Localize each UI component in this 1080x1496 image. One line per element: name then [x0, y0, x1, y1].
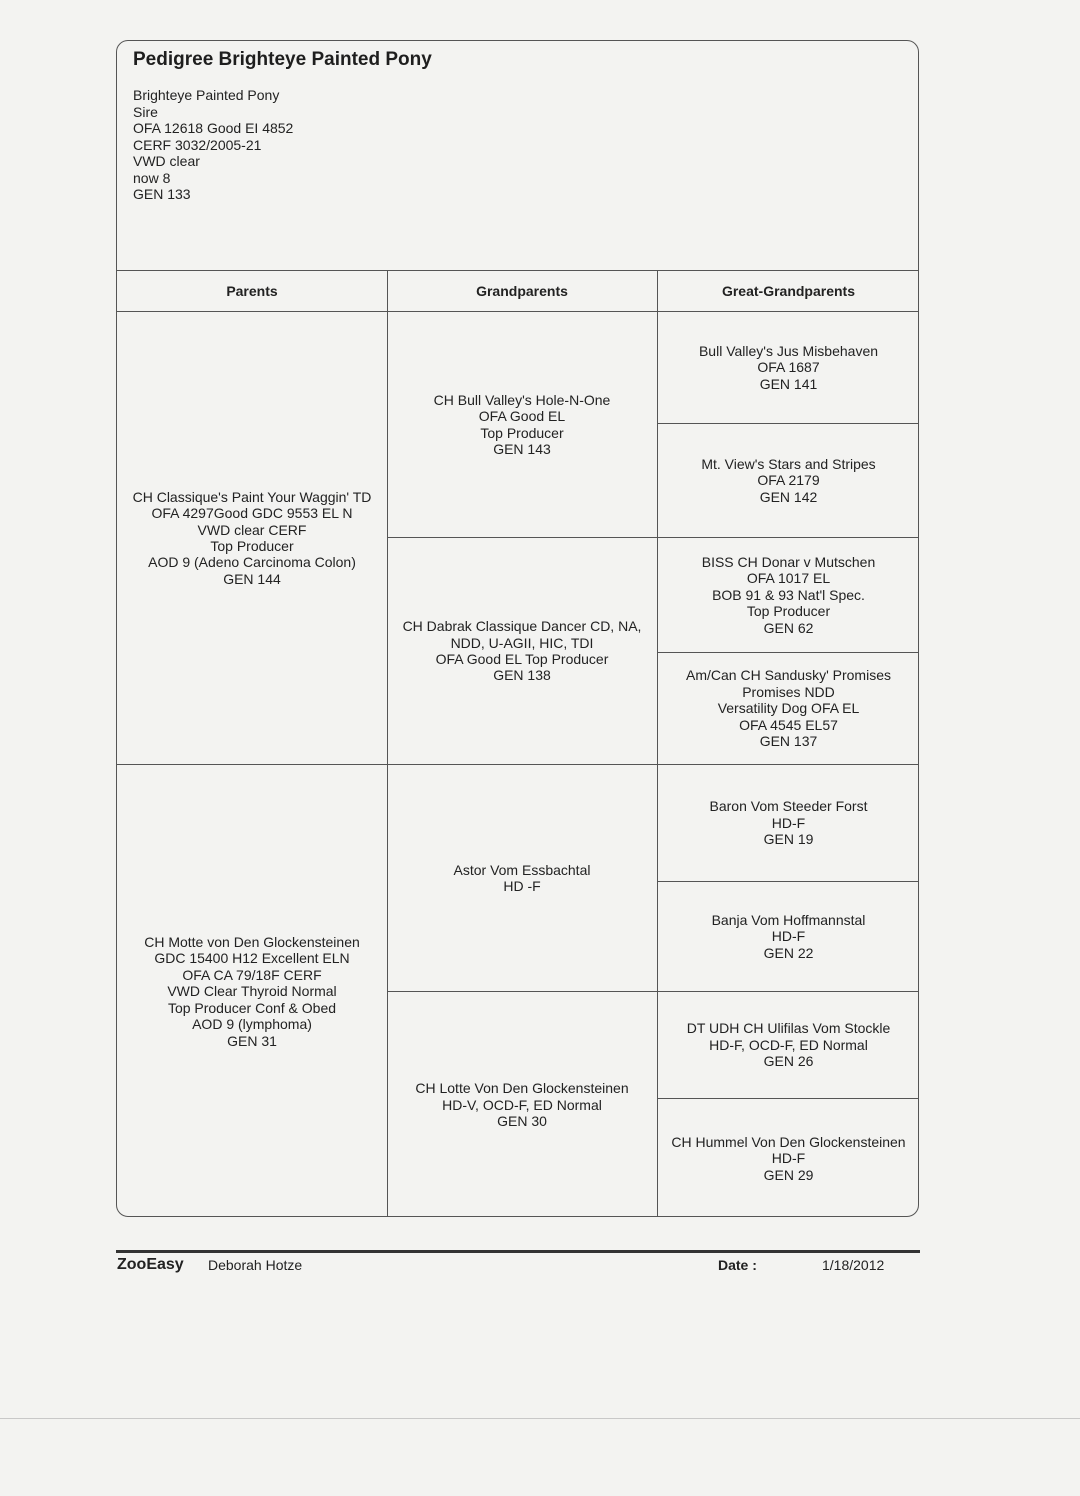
- parent-line: CH Classique's Paint Your Waggin' TD: [132, 488, 372, 505]
- great-grandparent-7: [657, 992, 919, 1098]
- great-grandparent-4: [657, 653, 919, 764]
- great-grandparent-3: [657, 538, 919, 652]
- grandparent-4: [387, 992, 657, 1217]
- grandparent-line: GEN 30: [497, 1113, 547, 1130]
- ggp-line: CH Hummel Von Den Glockensteinen: [671, 1133, 906, 1150]
- parent-line: VWD Clear Thyroid Normal: [167, 983, 337, 1000]
- grandparent-line: CH Dabrak Classique Dancer CD, NA,: [402, 618, 642, 635]
- date-value: 1/18/2012: [822, 1257, 885, 1273]
- ggp-line: OFA 4545 EL57: [739, 716, 838, 733]
- subject-vwd: VWD clear: [133, 153, 200, 169]
- ggp-line: Mt. View's Stars and Stripes: [701, 455, 876, 472]
- grandparent-3: [387, 765, 657, 991]
- date-label: Date :: [718, 1257, 757, 1273]
- scan-edge-line: [0, 1418, 1080, 1419]
- grandparent-line: OFA Good EL Top Producer: [435, 651, 609, 667]
- great-grandparent-5: [657, 765, 919, 881]
- great-grandparent-6: [657, 882, 919, 991]
- grandparent-line: HD-V, OCD-F, ED Normal: [442, 1096, 602, 1113]
- parent-dam: [117, 765, 387, 1217]
- ggp-line: OFA 1017 EL: [746, 570, 831, 587]
- subject-ofa: OFA 12618 Good EI 4852: [133, 120, 294, 136]
- brand-name: ZooEasy: [117, 1256, 184, 1273]
- ggp-line: HD-F, OCD-F, ED Normal: [709, 1036, 868, 1053]
- ggp-line: HD-F: [771, 928, 806, 945]
- grandparent-2: [387, 538, 657, 764]
- ggp-line: BOB 91 & 93 Nat'l Spec.: [712, 586, 865, 603]
- owner-name: Deborah Hotze: [208, 1257, 303, 1273]
- ggp-line: Banja Vom Hoffmannstal: [711, 911, 866, 928]
- ggp-line: HD-F: [771, 1150, 806, 1167]
- ggp-line: GEN 29: [763, 1166, 814, 1183]
- grandparent-line: CH Lotte Von Den Glockensteinen: [415, 1080, 629, 1097]
- ggp-line: Baron Vom Steeder Forst: [709, 798, 868, 815]
- ggp-line: HD-F: [771, 814, 806, 831]
- ggp-line: GEN 19: [763, 831, 814, 848]
- subject-cerf: CERF 3032/2005-21: [133, 136, 262, 153]
- ggp-line: OFA 1687: [757, 359, 820, 376]
- ggp-line: GEN 142: [759, 488, 818, 505]
- parent-line: GEN 144: [223, 570, 281, 587]
- subject-age: now 8: [133, 169, 171, 186]
- great-grandparent-2: [657, 424, 919, 537]
- parent-line: GDC 15400 H12 Excellent ELN: [154, 950, 350, 967]
- grandparent-line: GEN 138: [493, 667, 551, 684]
- parent-line: Top Producer: [210, 538, 294, 554]
- ggp-line: BISS CH Donar v Mutschen: [701, 553, 876, 570]
- ggp-line: OFA 2179: [757, 472, 820, 489]
- parent-line: AOD 9 (lymphoma): [192, 1016, 312, 1033]
- ggp-line: Top Producer: [746, 603, 831, 620]
- grandparent-line: OFA Good EL: [478, 408, 566, 425]
- ggp-line: DT UDH CH Ulifilas Vom Stockle: [686, 1020, 891, 1037]
- subject-gen: GEN 133: [133, 186, 191, 202]
- parent-line: AOD 9 (Adeno Carcinoma Colon): [148, 554, 356, 571]
- great-grandparent-8: [657, 1099, 919, 1217]
- ggp-line: Bull Valley's Jus Misbehaven: [698, 342, 879, 359]
- subject-role: Sire: [133, 103, 158, 120]
- parent-line: VWD clear CERF: [197, 521, 307, 538]
- parent-sire: [117, 312, 387, 764]
- parent-line: OFA CA 79/18F CERF: [182, 966, 322, 983]
- ggp-line: GEN 137: [759, 733, 818, 750]
- parent-line: Top Producer Conf & Obed: [167, 999, 337, 1016]
- column-header-grandparents: Grandparents: [476, 282, 568, 299]
- parent-line: CH Motte von Den Glockensteinen: [144, 934, 360, 951]
- grandparent-line: Top Producer: [480, 424, 564, 441]
- page-title: Pedigree Brighteye Painted Pony: [133, 49, 432, 70]
- ggp-line: GEN 22: [763, 944, 814, 961]
- footer-rule: [116, 1250, 920, 1253]
- grandparent-line: Astor Vom Essbachtal: [453, 861, 591, 878]
- column-header-parents: Parents: [226, 282, 278, 299]
- subject-name: Brighteye Painted Pony: [133, 87, 280, 103]
- column-header-great-grandparents: Great-Grandparents: [721, 282, 856, 299]
- grandparent-line: NDD, U-AGII, HIC, TDI: [450, 634, 594, 651]
- ggp-line: GEN 26: [763, 1053, 814, 1070]
- great-grandparent-1: [657, 312, 919, 423]
- ggp-line: GEN 141: [759, 375, 818, 392]
- pedigree-frame: [116, 40, 919, 1217]
- parent-line: GEN 31: [227, 1032, 277, 1049]
- ggp-line: Promises NDD: [742, 683, 835, 700]
- parent-line: OFA 4297Good GDC 9553 EL N: [151, 505, 353, 522]
- ggp-line: GEN 62: [763, 619, 814, 636]
- grandparent-line: HD -F: [503, 878, 541, 894]
- grandparent-1: [387, 312, 657, 537]
- ggp-line: Am/Can CH Sandusky' Promises: [686, 667, 891, 684]
- grandparent-line: CH Bull Valley's Hole-N-One: [433, 391, 611, 408]
- ggp-line: Versatility Dog OFA EL: [717, 700, 860, 717]
- grandparent-line: GEN 143: [493, 440, 551, 457]
- pedigree-header: [133, 49, 893, 203]
